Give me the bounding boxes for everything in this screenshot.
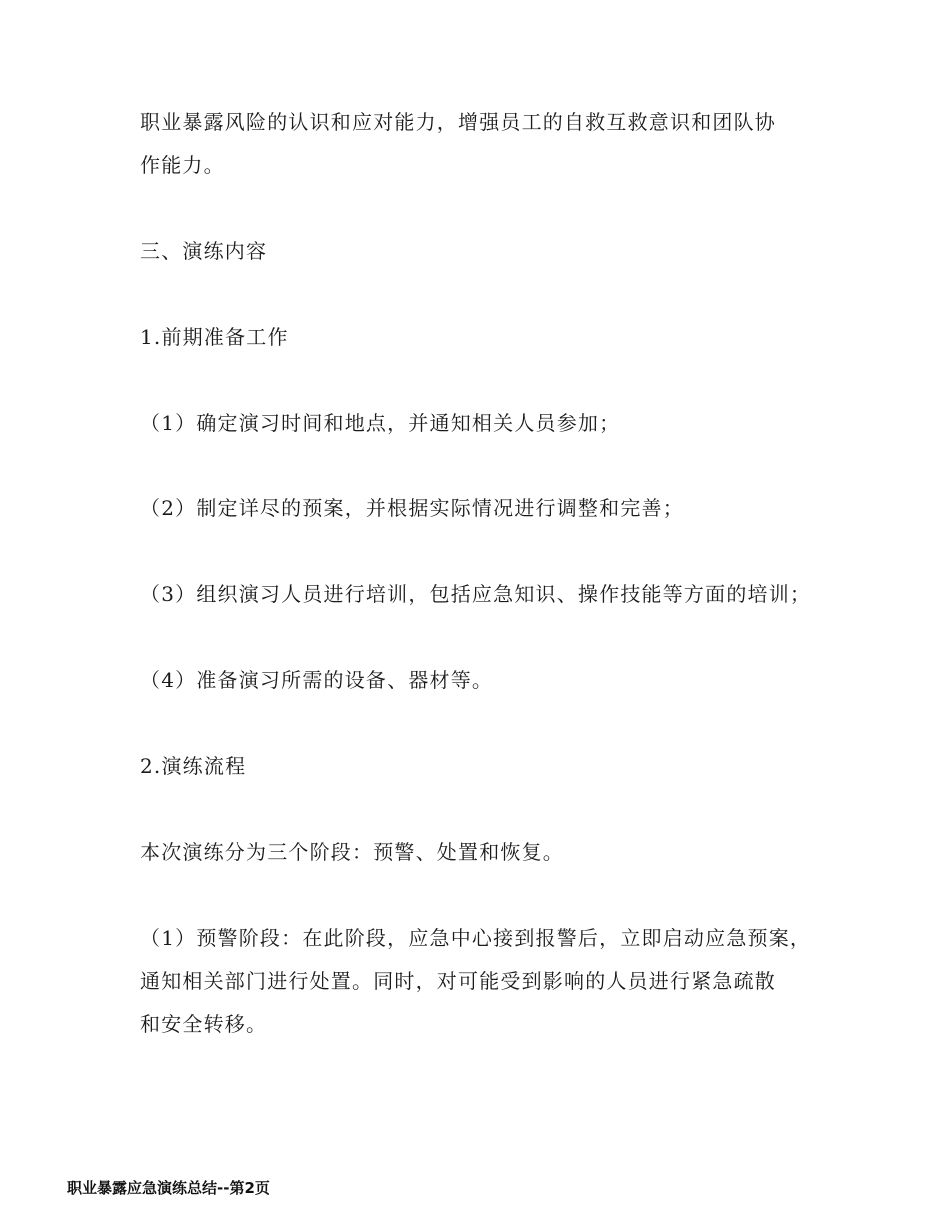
body-text-line: 通知相关部门进行处置。同时，对可能受到影响的人员进行紧急疏散	[140, 969, 776, 993]
body-text-line: 作能力。	[140, 153, 225, 177]
body-text-line: 职业暴露风险的认识和应对能力，增强员工的自救互救意识和团队协	[140, 110, 776, 134]
section-heading: 三、演练内容	[140, 239, 268, 263]
list-item: （3）组织演习人员进行培训，包括应急知识、操作技能等方面的培训；	[140, 582, 812, 606]
body-text-line: 本次演练分为三个阶段：预警、处置和恢复。	[140, 840, 564, 864]
list-item: （1）预警阶段：在此阶段，应急中心接到报警后，立即启动应急预案，	[140, 926, 812, 950]
body-text-line: 和安全转移。	[140, 1012, 268, 1036]
list-item: （1）确定演习时间和地点，并通知相关人员参加；	[140, 411, 621, 435]
subsection-heading: 2.演练流程	[140, 754, 247, 778]
page-footer: 职业暴露应急演练总结--第2页	[67, 1179, 270, 1197]
subsection-heading: 1.前期准备工作	[140, 325, 289, 349]
list-item: （2）制定详尽的预案，并根据实际情况进行调整和完善；	[140, 496, 684, 520]
list-item: （4）准备演习所需的设备、器材等。	[140, 668, 494, 692]
